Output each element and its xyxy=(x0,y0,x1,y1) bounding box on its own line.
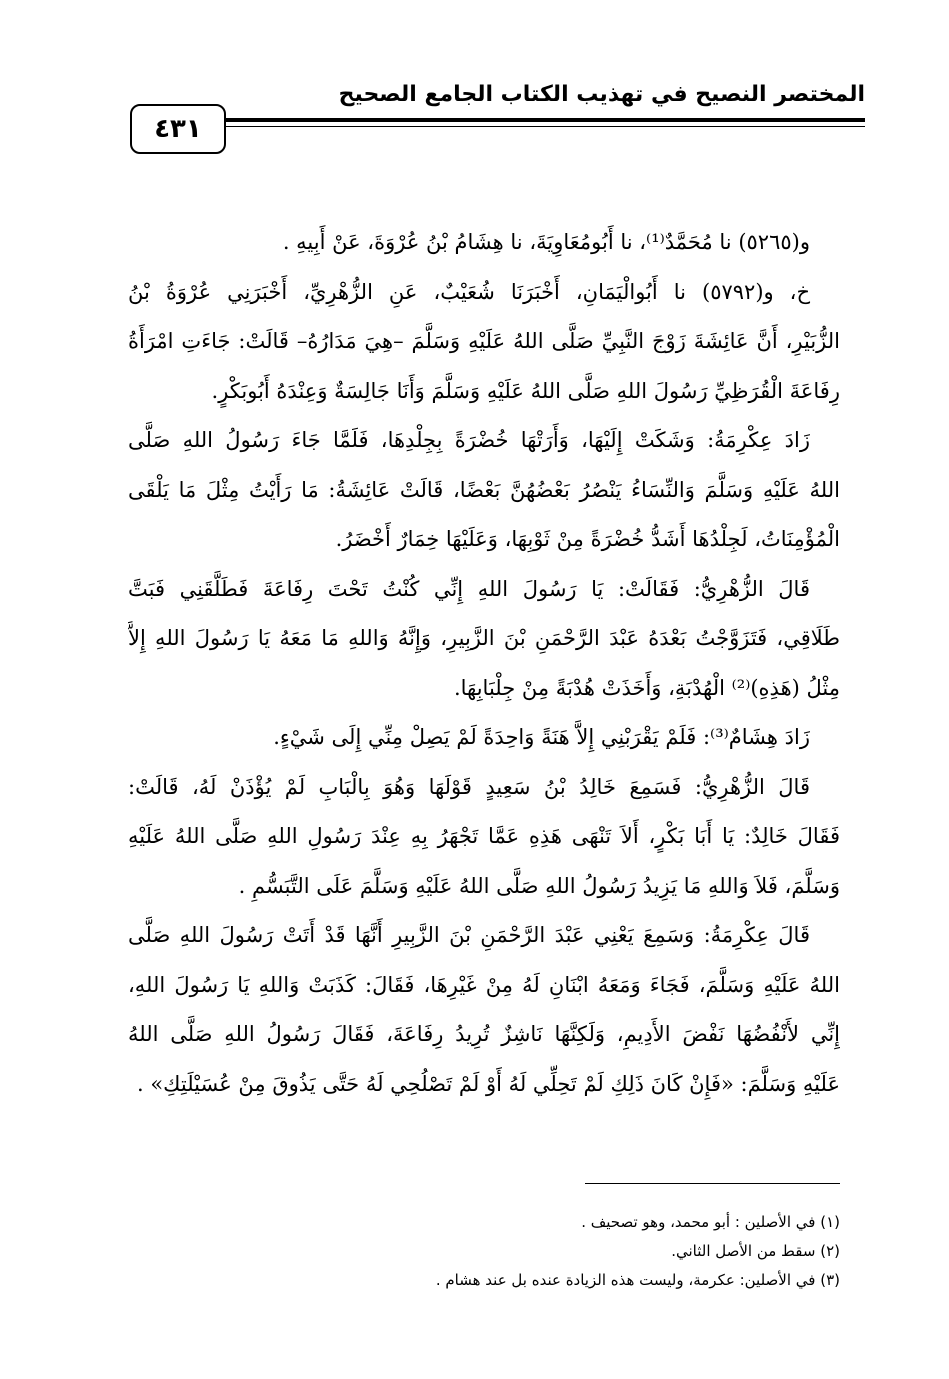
page-number: ٤٣١ xyxy=(154,114,202,144)
text-line: الْمُؤْمِنَاتُ، لَجِلْدُهَا أَشَدُّ خُضْرَةً مِنْ ثَوْبِهَا، وَعَلَيْهَا خِمَارٌ أَخْضَرُ. xyxy=(335,527,840,551)
header-rule-thick xyxy=(225,118,865,122)
text-line: عَلَيْهِ وَسَلَّمَ: «فَإِنْ كَانَ ذَلِكِ لَمْ تَحِلِّي لَهُ أَوْ لَمْ تَصْلُحِي لَهُ حَتَّى يَذُوقَ مِنْ عُسَيْلَتِكِ» . xyxy=(136,1071,840,1096)
text-line: الزُّبَيْرِ، أَنَّ عَائِشَةَ زَوْجَ النَّبِيِّ صَلَّى اللهُ عَلَيْهِ وَسَلَّمَ –هِيَ مَدَارُهُ– قَالَتْ: جَاءَتِ امْرَأَةُ xyxy=(128,329,840,353)
footnotes xyxy=(128,1208,840,1295)
text-line: إِنِّي لأَنْفُضُهَا نَفْضَ الأَدِيمِ، وَلَكِنَّهَا نَاشِزٌ تُرِيدُ رِفَاعَةَ، فَقَالَ رَسُولُ اللهِ صَلَّى اللهُ xyxy=(128,1022,840,1046)
text-line: خ، و(٥٧٩٢) نا أَبُوالْيَمَانِ، أَخْبَرَنَا شُعَيْبٌ، عَنِ الزُّهْرِيِّ، أَخْبَرَنِي عُرْوَةُ بْنُ xyxy=(128,279,811,304)
text-line: زَادَ عِكْرِمَةُ: وَشَكَتْ إِلَيْهَا، وَأَرَتْهَا خُضْرَةً بِجِلْدِهَا، فَلَمَّا جَاءَ رَسُولُ اللهِ صَلَّى xyxy=(128,428,810,452)
book-title: المختصر النصيح في تهذيب الكتاب الجامع الصحيح xyxy=(338,82,865,107)
text-line: فَقَالَ خَالِدٌ: يَا أَبَا بَكْرٍ، أَلاَ تَنْهَى هَذِهِ عَمَّا تَجْهَرُ بِهِ عِنْدَ رَسُولِ اللهِ صَلَّى اللهُ عَلَيْهِ xyxy=(128,824,840,848)
text-line: رِفَاعَةَ الْقُرَظِيِّ رَسُولَ اللهِ صَلَّى اللهُ عَلَيْهِ وَسَلَّمَ وَأَنَا جَالِسَةٌ وَعِنْدَهُ أَبُوبَكْرٍ. xyxy=(211,378,840,403)
text-line: اللهُ عَلَيْهِ وَسَلَّمَ وَالنِّسَاءُ يَنْصُرُ بَعْضُهُنَّ بَعْضًا، قَالَتْ عَائِشَةُ: مَا رَأَيْتُ مِثْلَ مَا يَلْقَى xyxy=(128,477,840,502)
page-number-box xyxy=(130,104,226,154)
header-rule-thin xyxy=(225,126,865,127)
footnote-separator xyxy=(585,1183,840,1184)
text-line: اللهُ عَلَيْهِ وَسَلَّمَ، فَجَاءَ وَمَعَهُ ابْنَانِ لَهُ مِنْ غَيْرِهَا، فَقَالَ: كَذَبَتْ وَاللهِ يَا رَسُولَ اللهِ، xyxy=(128,972,840,997)
text-line: و(٥٢٦٥) نا مُحَمَّدٌ⁽¹⁾، نا أَبُومُعَاوِيَةَ، نا هِشَامُ بْنُ عُرْوَةَ، عَنْ أَبِيهِ . xyxy=(282,230,810,254)
text-line: زَادَ هِشَامٌ⁽³⁾: فَلَمْ يَقْرَبْنِي إِلاَّ هَنَةً وَاحِدَةً لَمْ يَصِلْ مِنِّي إِلَى شَيْءٍ. xyxy=(273,725,810,749)
text-line: مِثْلُ (هَذِهِ)⁽²⁾ الْهُدْبَةِ، وَأَخَذَتْ هُدْبَةً مِنْ جِلْبَابِهَا. xyxy=(453,675,840,700)
text-line: قَالَ الزُّهْرِيُّ: فَقَالَتْ: يَا رَسُولَ اللهِ إِنِّي كُنْتُ تَحْتَ رِفَاعَةَ فَطَلَّقَنِي فَبَتَّ xyxy=(128,576,810,601)
footnote-3: (٣) في الأصلين: عكرمة، وليست هذه الزيادة عنده بل عند هشام . xyxy=(435,1271,840,1289)
footnote-2: (٢) سقط من الأصل الثاني. xyxy=(671,1242,840,1260)
text-line: وَسَلَّمَ، فَلاَ وَاللهِ مَا يَزِيدُ رَسُولُ اللهِ صَلَّى اللهُ عَلَيْهِ وَسَلَّمَ عَلَى التَّبَسُّمِ . xyxy=(238,873,840,898)
page-header xyxy=(120,76,865,156)
text-line: قَالَ الزُّهْرِيُّ: فَسَمِعَ خَالِدُ بْنُ سَعِيدٍ قَوْلَهَا وَهُوَ بِالْبَابِ لَمْ يُؤْذَنْ لَهُ، قَالَتْ: xyxy=(128,774,810,799)
main-text xyxy=(128,218,840,1109)
text-line: طَلَاقِي، فَتَزَوَّجْتُ بَعْدَهُ عَبْدَ الرَّحْمَنِ بْنَ الزَّبِيرِ، وَإِنَّهُ وَاللهِ مَا مَعَهُ يَا رَسُولَ اللهِ إِلاَّ xyxy=(128,626,840,650)
text-line: قَالَ عِكْرِمَةُ: وَسَمِعَ يَعْنِي عَبْدَ الرَّحْمَنِ بْنَ الزَّبِيرِ أَنَّهَا قَدْ أَتَتْ رَسُولَ اللهِ صَلَّى xyxy=(128,923,810,947)
footnote-1: (١) في الأصلين : أبو محمد، وهو تصحيف . xyxy=(581,1213,840,1231)
